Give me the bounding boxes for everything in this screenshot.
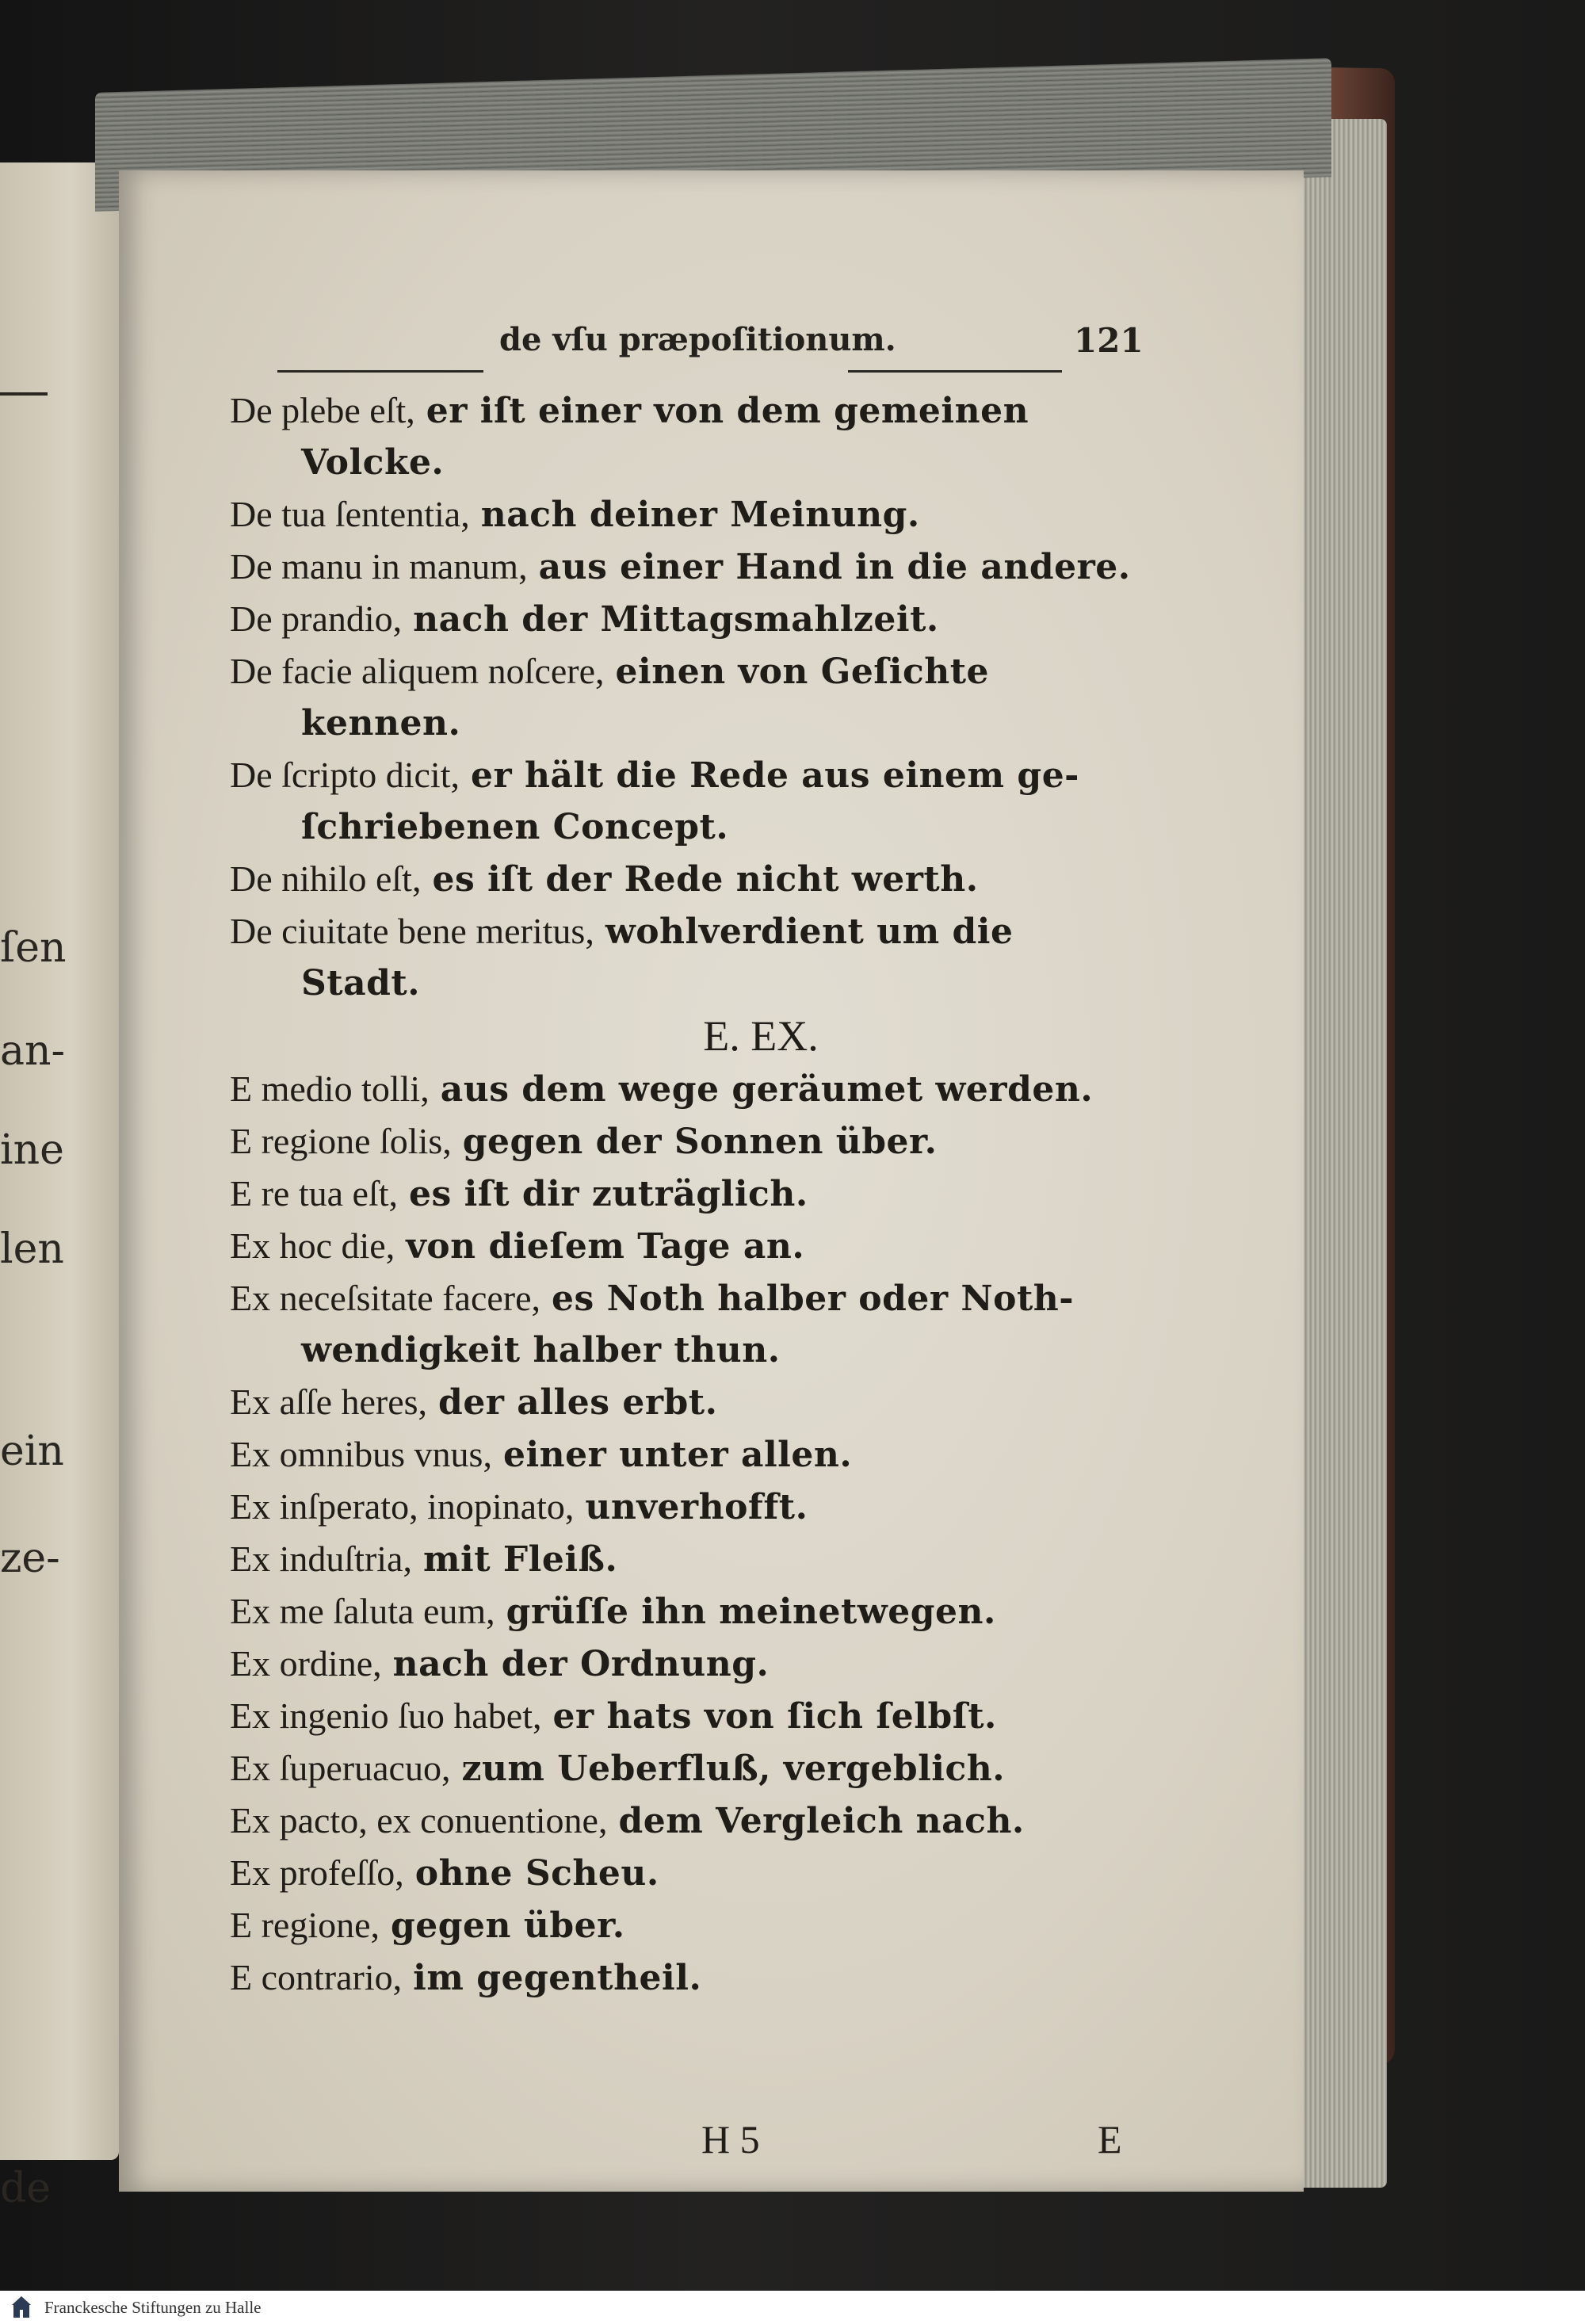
entry	[230, 1481, 1260, 1533]
entry	[230, 1638, 1260, 1690]
running-head-rule	[848, 370, 1062, 373]
entry-german: er hats von ſich ſelbſt.	[552, 1696, 997, 1737]
entry-german: gegen über.	[391, 1905, 625, 1946]
entry-latin: Ex me ſaluta eum,	[230, 1591, 495, 1631]
entry-german: er hält die Rede aus einem ge-	[470, 755, 1079, 796]
entry	[230, 1272, 1260, 1376]
entry	[230, 1063, 1260, 1115]
entry-german: nach der Ordnung.	[392, 1644, 770, 1684]
entry	[230, 905, 1260, 1009]
entry-list	[230, 384, 1260, 2004]
left-page-text: ſen	[0, 924, 67, 972]
entry-latin: De facie aliquem noſcere,	[230, 651, 605, 691]
entry	[230, 1585, 1260, 1638]
running-title: de vſu præpoſitionum.	[499, 321, 896, 358]
entry-german: mit Fleiß.	[422, 1539, 618, 1580]
entry	[230, 1115, 1260, 1168]
entry-continuation: kennen.	[301, 703, 461, 743]
entry-latin: De tua ſententia,	[230, 494, 470, 534]
entry-latin: Ex hoc die,	[230, 1225, 395, 1266]
entry-latin: Ex profeſſo,	[230, 1852, 404, 1893]
entry	[230, 384, 1260, 488]
entry-latin: E medio tolli,	[230, 1068, 430, 1109]
entry	[230, 1690, 1260, 1742]
entry-german: nach deiner Meinung.	[480, 495, 920, 535]
entry-latin: E contrario,	[230, 1957, 403, 1997]
entry-latin: De ſcripto dicit,	[230, 755, 460, 795]
entry-german: es Noth halber oder Noth-	[552, 1279, 1075, 1319]
left-page-text: de	[0, 2165, 52, 2212]
entry-german: er iſt einer von dem gemeinen	[426, 391, 1029, 431]
entry-continuation: wendigkeit halber thun.	[301, 1330, 781, 1370]
institution-logo-icon	[11, 2295, 32, 2319]
entry-german: einen von Geſichte	[615, 652, 990, 692]
left-page-fragment	[0, 162, 119, 2212]
entry	[230, 1220, 1260, 1272]
entry-latin: Ex ingenio ſuo habet,	[230, 1695, 542, 1736]
entry-latin: E re tua eſt,	[230, 1173, 399, 1214]
entry-latin: Ex pacto, ex conuentione,	[230, 1800, 608, 1840]
entry-continuation: Volcke.	[301, 442, 445, 483]
book-page	[119, 170, 1304, 2192]
entry-german: zum Ueberfluß, vergeblich.	[461, 1749, 1006, 1789]
entry	[230, 1795, 1260, 1847]
entry	[230, 1376, 1260, 1428]
left-page-text: an-	[0, 1027, 66, 1075]
entry	[230, 1742, 1260, 1795]
entry	[230, 593, 1260, 645]
left-page-text: ze-	[0, 1535, 60, 1582]
entry-latin: E regione,	[230, 1905, 380, 1945]
entry-german: im gegentheil.	[413, 1958, 702, 1998]
entry-german: es iſt dir zuträglich.	[409, 1174, 808, 1214]
entry-latin: Ex neceſsitate facere,	[230, 1278, 541, 1318]
left-page-text: len	[0, 1225, 64, 1273]
entry-latin: Ex induſtria,	[230, 1539, 412, 1579]
entry-latin: Ex inſperato, inopinato,	[230, 1486, 575, 1527]
entry-german: nach der Mittagsmahlzeit.	[413, 599, 939, 640]
entry-latin: De ciuitate bene meritus,	[230, 911, 594, 951]
entry-latin: De prandio,	[230, 598, 403, 639]
running-head	[119, 321, 1304, 377]
entry-latin: Ex omnibus vnus,	[230, 1434, 492, 1474]
entry-german: es iſt der Rede nicht werth.	[432, 859, 979, 900]
entry-latin: De nihilo eſt,	[230, 858, 422, 899]
entry-german: grüſſe ihn meinetwegen.	[506, 1592, 996, 1632]
running-head-rule	[277, 370, 483, 373]
entry-latin: E regione ſolis,	[230, 1121, 452, 1161]
entry-german: gegen der Sonnen über.	[462, 1122, 938, 1162]
entry	[230, 1168, 1260, 1220]
entry-german: unverhofft.	[585, 1487, 808, 1527]
entry-continuation: Stadt.	[301, 963, 421, 1003]
catchword: E	[1098, 2117, 1122, 2162]
entry-german: ohne Scheu.	[414, 1853, 659, 1894]
entry	[230, 853, 1260, 905]
entry	[230, 541, 1260, 593]
entry-german: der alles erbt.	[438, 1382, 718, 1423]
left-page-text: ein	[0, 1428, 64, 1475]
book-fore-edge	[1292, 119, 1387, 2188]
signature-mark: H 5	[701, 2117, 760, 2162]
page-number: 121	[1074, 321, 1144, 360]
entry-latin: De manu in manum,	[230, 546, 528, 587]
left-page-rule	[0, 392, 48, 396]
entry-german: dem Vergleich nach.	[618, 1801, 1025, 1841]
entry-german: wohlverdient um die	[605, 912, 1014, 952]
section-heading: E. EX.	[703, 1012, 819, 1060]
entry	[230, 1533, 1260, 1585]
entry	[230, 749, 1260, 853]
footer-bar	[0, 2291, 1585, 2324]
entry	[230, 1899, 1260, 1951]
entry	[230, 645, 1260, 749]
entry-latin: Ex aſſe heres,	[230, 1382, 428, 1422]
entry-german: von dieſem Tage an.	[406, 1226, 805, 1267]
entry	[230, 1847, 1260, 1899]
entry-latin: Ex ſuperuacuo,	[230, 1748, 451, 1788]
entry	[230, 488, 1260, 541]
entry-german: aus dem wege geräumet werden.	[440, 1069, 1094, 1110]
entry-german: aus einer Hand in die andere.	[538, 547, 1131, 587]
entry	[230, 1428, 1260, 1481]
entry	[230, 1951, 1260, 2004]
footer-credit: Franckesche Stiftungen zu Halle	[44, 2298, 262, 2317]
entry-latin: De plebe eſt,	[230, 390, 415, 430]
entry-continuation: ſchriebenen Concept.	[301, 807, 729, 847]
left-page-text: ine	[0, 1126, 64, 1174]
entry-german: einer unter allen.	[502, 1435, 853, 1475]
entry-latin: Ex ordine,	[230, 1643, 382, 1684]
